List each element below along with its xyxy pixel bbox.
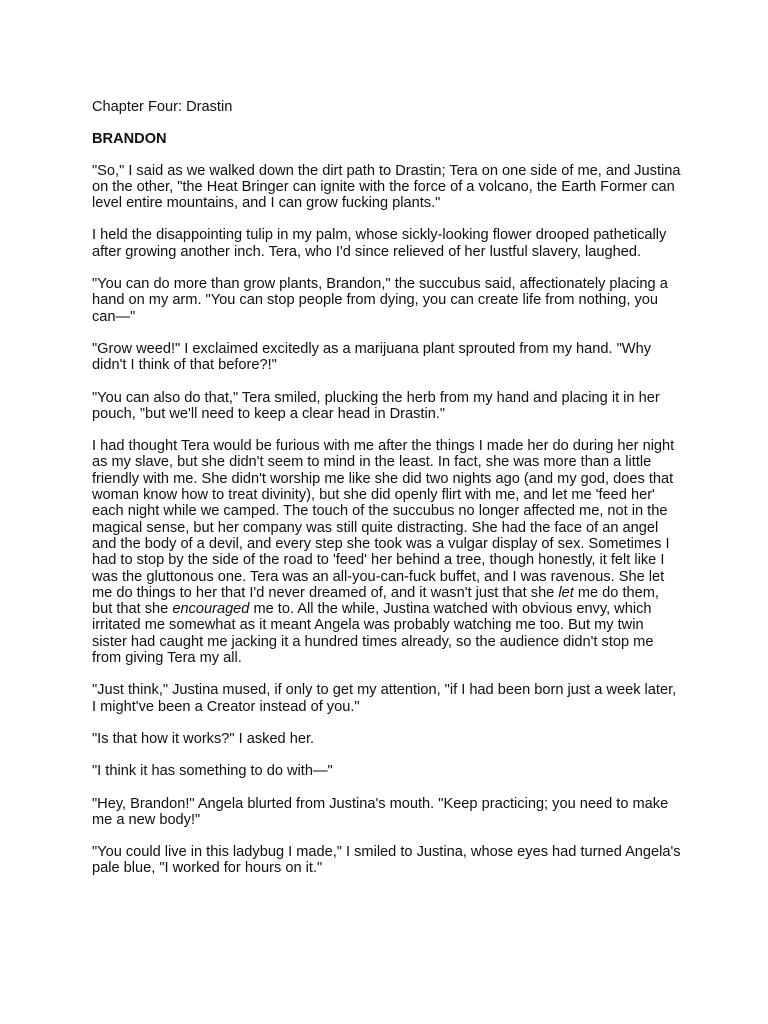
paragraph-7: "Just think," Justina mused, if only to get my attention, "if I had been born just a week later, I might've been a Creator instead of you." [92, 682, 677, 715]
document-page [92, 99, 682, 893]
chapter-title: Chapter Four: Drastin [92, 99, 233, 115]
paragraph-8: "Is that how it works?" I asked her. [92, 730, 315, 747]
paragraph-6-emphasis-let: let [558, 584, 574, 601]
paragraph-6-part-a: I had thought Tera would be furious with me after the things I made her do during her night as my slave, but she didn't seem to mind in the least. In fact, she was more than a little friendly with me. She didn't worship me like she did two nights ago (and my god, does that woman know how to treat divinity), but she did openly flirt with me, and let me 'feed her' each night while we camped. The touch of the succubus no longer affected me, not in the magical sense, but her company was still quite distracting. She had the face of an angel and the body of a devil, and every step she took was a vulgar display of sex. Sometimes I had to stop by the side of the road to 'feed' her behind a tree, though honestly, it felt like I was the gluttonous one. Tera was an all-you-can-fuck buffet, and I was ravenous. She let me do things to her that I'd never dreamed of, and it wasn't just that she [92, 438, 675, 601]
paragraph-5: "You can also do that," Tera smiled, plucking the herb from my hand and placing it in her pouch, "but we'll need to keep a clear head in Drastin." [92, 389, 660, 422]
paragraph-6-emphasis-encouraged: encouraged [172, 601, 250, 618]
paragraph-6-part-b: me do them, but that she [92, 584, 659, 618]
paragraph-6-part-c: me to. All the while, Justina watched with obvious envy, which irritated me somewhat as it meant Angela was probably watching me too. But my twin sister had caught me jacking it a hundred times already, so the audience didn't stop me from giving Tera my all. [92, 601, 654, 667]
paragraph-10: "Hey, Brandon!" Angela blurted from Justina's mouth. "Keep practicing; you need to make me a new body!" [92, 795, 669, 828]
paragraph-9: "I think it has something to do with—" [92, 763, 333, 780]
paragraph-6 [92, 438, 682, 666]
section-heading: BRANDON [92, 131, 167, 148]
paragraph-4: "Grow weed!" I exclaimed excitedly as a marijuana plant sprouted from my hand. "Why didn't I think of that before?!" [92, 340, 651, 374]
paragraph-3: "You can do more than grow plants, Brandon," the succubus said, affectionately placing a hand on my arm. "You can stop people from dying, you can create life from nothing, you can—" [92, 276, 668, 325]
paragraph-2: I held the disappointing tulip in my palm, whose sickly-looking flower drooped pathetically after growing another inch. Tera, who I'd since relieved of her lustful slavery, laughed. [92, 227, 667, 260]
paragraph-11: "You could live in this ladybug I made," I smiled to Justina, whose eyes had turned Angela's pale blue, "I worked for hours on it." [92, 844, 681, 877]
paragraph-1: "So," I said as we walked down the dirt path to Drastin; Tera on one side of me, and Justina on the other, "the Heat Bringer can ignite with the force of a volcano, the Earth Former can level entire mountains, and I can grow fucking plants." [92, 162, 681, 212]
